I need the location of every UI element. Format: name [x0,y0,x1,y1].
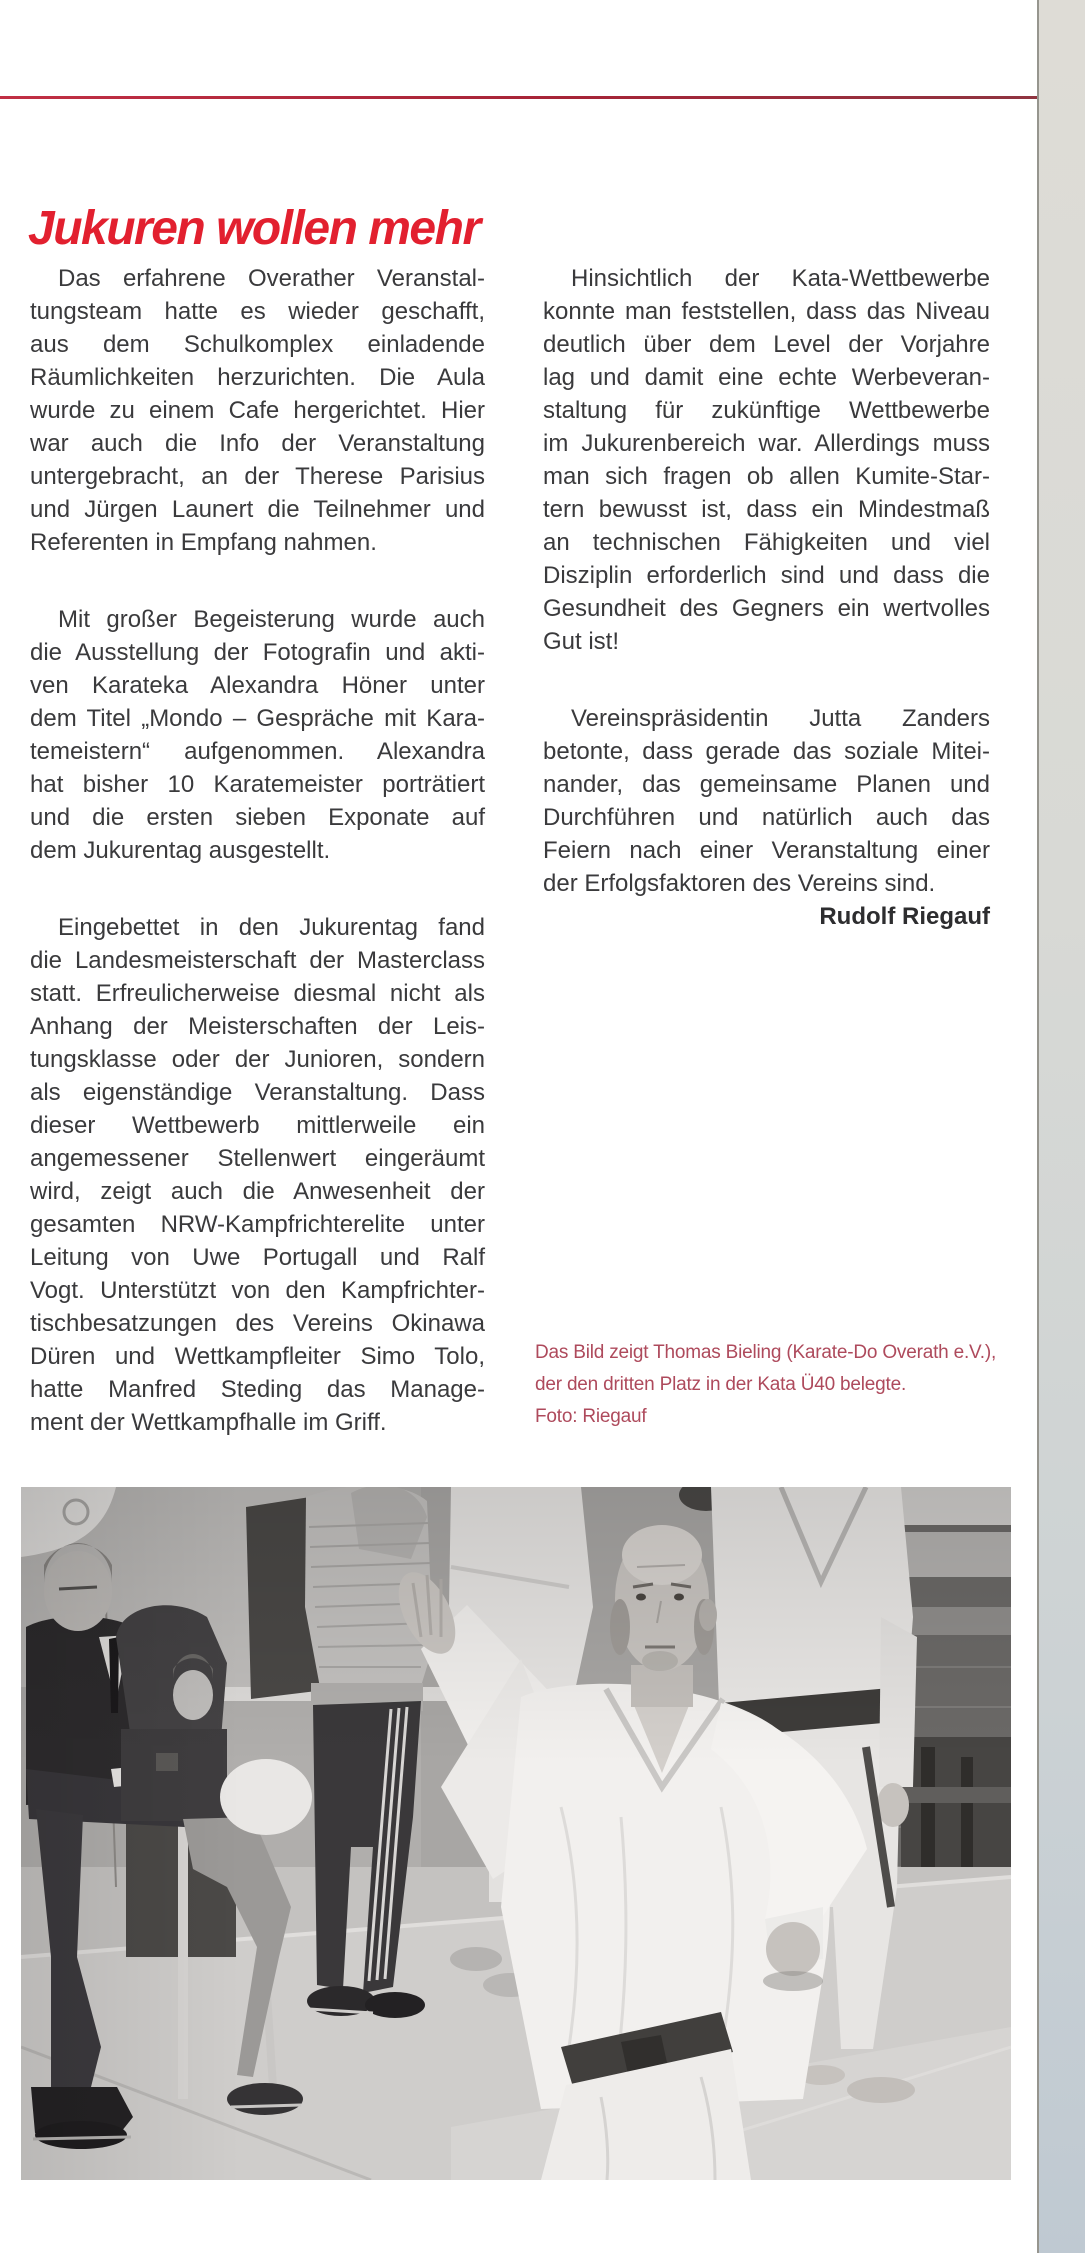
text-line: dem Jukurentag ausgestellt. [30,837,331,864]
text-line: Mit großer Begeisterung wurde auch [58,606,485,633]
text-line: wird, zeigt auch die Anwesenheit der [30,1178,485,1205]
article-photo [21,1487,1011,2180]
scanner-edge-band [1037,0,1085,2253]
text-line: gesamten NRW-Kampfrichterelite unter [30,1211,485,1238]
text-line: tern bewusst ist, dass ein Mindestmaß [543,496,990,523]
text-line: deutlich über dem Level der Vorjahre [543,331,990,358]
text-line: betonte, dass gerade das soziale Mitei- [543,738,990,765]
paragraph [30,262,485,559]
text-line: konnte man feststellen, dass das Niveau [543,298,990,325]
text-line: an technischen Fähigkeiten und viel [543,529,990,556]
text-line: staltung für zukünftige Wettbewerbe [543,397,990,424]
text-line: tischbesatzungen des Vereins Okinawa [30,1310,485,1337]
caption-line: der den dritten Platz in der Kata Ü40 belegte. [535,1374,907,1395]
text-line: nander, das gemeinsame Planen und [543,771,990,798]
paragraph [30,603,485,867]
text-line: angemessener Stellenwert eingeräumt [30,1145,485,1172]
author-byline: Rudolf Riegauf [819,903,990,930]
right-column [543,262,990,1439]
text-line: dieser Wettbewerb mittlerweile ein [30,1112,485,1139]
text-line: Vereinspräsidentin Jutta Zanders [571,705,990,732]
text-line: temeistern“ aufgenommen. Alexandra [30,738,485,765]
text-line: tungsteam hatte es wieder geschafft, [30,298,485,325]
text-line: untergebracht, an der Therese Parisius [30,463,485,490]
text-line: Düren und Wettkampfleiter Simo Tolo, [30,1343,485,1370]
text-line: als eigenständige Veranstaltung. Dass [30,1079,485,1106]
text-line: der Erfolgsfaktoren des Vereins sind. [543,870,936,897]
text-line: Feiern nach einer Veranstaltung einer [543,837,990,864]
text-line: Referenten in Empfang nahmen. [30,529,377,556]
text-line: Gut ist! [543,628,620,655]
top-red-rule [0,96,1037,99]
left-column [30,262,485,1439]
text-line: man sich fragen ob allen Kumite-Star- [543,463,990,490]
text-line: die Landesmeisterschaft der Masterclass [30,947,485,974]
text-line: aus dem Schulkomplex einladende [30,331,485,358]
text-line: ven Karateka Alexandra Höner unter [30,672,485,699]
text-line: und Jürgen Launert die Teilnehmer und [30,496,485,523]
article-title: Jukuren wollen mehr [28,202,480,256]
text-line: hat bisher 10 Karatemeister porträtiert [30,771,485,798]
text-line: die Ausstellung der Fotografin und akti- [30,639,485,666]
text-line: war auch die Info der Veranstaltung [30,430,485,457]
text-line: Durchführen und natürlich auch das [543,804,990,831]
text-line: Anhang der Meisterschaften der Leis- [30,1013,485,1040]
text-line: statt. Erfreulicherweise diesmal nicht als [30,980,485,1007]
text-line: im Jukurenbereich war. Allerdings muss [543,430,990,457]
paragraph [30,911,485,1439]
text-line: lag und damit eine echte Werbeveran- [543,364,990,391]
text-line: Disziplin erforderlich sind und dass die [543,562,990,589]
caption-line: Foto: Riegauf [535,1406,647,1427]
paragraph [543,262,990,658]
text-line: ment der Wettkampfhalle im Griff. [30,1409,387,1436]
article-body [30,262,990,1439]
text-line: dem Titel „Mondo – Gespräche mit Kara- [30,705,485,732]
text-line: Räumlichkeiten herzurichten. Die Aula [30,364,485,391]
text-line: Gesundheit des Gegners ein wertvolles [543,595,990,622]
text-line: Eingebettet in den Jukurentag fand [58,914,485,941]
text-line: und die ersten sieben Exponate auf [30,804,485,831]
caption-line: Das Bild zeigt Thomas Bieling (Karate-Do Overath e.V.), [535,1342,997,1363]
text-line: hatte Manfred Steding das Manage- [30,1376,485,1403]
text-line: Das erfahrene Overather Veranstal- [58,265,485,292]
text-line: tungsklasse oder der Junioren, sondern [30,1046,485,1073]
text-line: Vogt. Unterstützt von den Kampfrichter- [30,1277,485,1304]
text-line: Hinsichtlich der Kata-Wettbewerbe [571,265,990,292]
text-line: wurde zu einem Cafe hergerichtet. Hier [30,397,485,424]
paragraph [543,702,990,900]
text-line: Leitung von Uwe Portugall und Ralf [30,1244,485,1271]
photo-caption [535,1337,1035,1433]
photo-vignette-overlay [21,1487,241,2180]
